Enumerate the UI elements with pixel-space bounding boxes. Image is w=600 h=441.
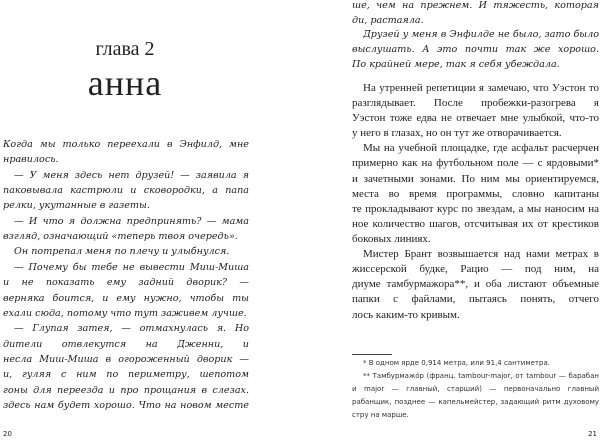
body-text-line: — Почему бы тебе не вывести Миш-Миша xyxy=(14,262,249,273)
body-text-line: гоны для переезда и про прощания в слезах. xyxy=(3,385,249,396)
footnote-line: рабанщик, позднее — капельмейстер, задающий ритм духовому xyxy=(352,398,599,406)
body-text-line: взгляд, означающий «теперь твоя очередь». xyxy=(3,231,238,242)
body-text-line: — У меня здесь нет друзей! — заявила я xyxy=(14,170,249,181)
chapter-title: анна xyxy=(87,63,163,103)
body-text-line: диуме тамбурмажора**, и оба листают объемные xyxy=(352,278,599,290)
body-text-line: Мы на учебной площадке, где асфальт расчерчен xyxy=(363,142,599,154)
body-text-line: Он потрепал меня по плечу и улыбнулся. xyxy=(14,246,230,257)
footnote-line: и major — главный, старший) — первоначально главный xyxy=(352,385,599,393)
body-text-line: те прокладывают курс по звездам, а мы наносим на xyxy=(352,203,599,215)
page-number-right: 21 xyxy=(588,430,597,438)
body-text-line: Мистер Брант возвышается над нами метрах в xyxy=(363,248,599,260)
body-text-line: На утренней репетиции я замечаю, что Уэстон то xyxy=(363,82,599,94)
body-text-line: здесь нам будет хорошо. Что на новом месте xyxy=(3,400,249,411)
body-text-line: ди, растаяла. xyxy=(352,15,424,26)
body-text-line: папки с файлами, пытаясь понять, отчего xyxy=(352,293,599,305)
body-text-line: ехали сюда, потому что тут заживем лучше. xyxy=(3,308,247,319)
footnote-divider xyxy=(352,354,392,355)
body-text-line: ное количество шагов, отсчитывая их от крестиков xyxy=(352,218,599,230)
body-text-line: и, гуляя с ним по периметру, шепотом xyxy=(3,369,249,380)
body-text-line: боковых линиях. xyxy=(352,233,431,245)
body-text-line: ше, чем на прежнем. И тяжесть, которая xyxy=(352,0,599,11)
footnote-line: * В одном ярде 0,914 метра, или 91,4 сантиметра. xyxy=(363,359,550,367)
body-text-line: верняка боится, и ему нужно, чтобы ты xyxy=(3,293,249,304)
footnote-line: ** Тамбурмажóр (франц. tambour-major, от tambour — барабан xyxy=(363,372,599,380)
body-text-line: разглядывает. После пробежки-разогрева я xyxy=(352,97,599,109)
body-text-line: лось каким-то кривым. xyxy=(352,309,460,321)
footnote-line: стру на марше. xyxy=(352,411,409,419)
body-text-line: — Глупая затея, — отмахнулась я. Но xyxy=(14,323,249,334)
body-text-line: Когда мы только переехали в Энфилд, мне xyxy=(3,139,249,150)
body-text-line: примерно как на футбольном поле — с ярдовыми* xyxy=(352,157,599,169)
body-text-line: жиссерской будке, Рацио — под ним, на xyxy=(352,263,599,275)
page-number-left: 20 xyxy=(3,430,12,438)
body-text-line: выслушать. А это почти так же хорошо. xyxy=(352,44,599,55)
body-text-line: и зачетными зонами. По ним мы ориентируемся, xyxy=(352,173,599,185)
body-text-line: у него в глазах, но он тут же отворачивается. xyxy=(352,127,562,139)
body-text-line: релки, укутанные в газеты. xyxy=(3,200,150,211)
body-text-line: Уэстон тоже едва не отвечает мне улыбкой, что-то xyxy=(352,112,599,124)
body-text-line: дители отвлекутся на Дженни, и xyxy=(3,339,249,350)
body-text-line: несла Миш-Миша в огороженный дворик — xyxy=(3,354,249,365)
body-text-line: По крайней мере, так я себя убеждала. xyxy=(352,59,560,70)
body-text-line: места во время программы, словно капитаны xyxy=(352,188,599,200)
chapter-label: глава 2 xyxy=(95,38,155,60)
body-text-line: нравилось. xyxy=(3,154,59,165)
body-text-line: Друзей у меня в Энфилде не было, зато было xyxy=(363,29,599,40)
body-text-line: паковывала кастрюли и сковородки, а папа xyxy=(3,185,249,196)
body-text-line: и не показать ему задний дворик? — xyxy=(3,277,249,288)
body-text-line: — И что я должна предпринять? — мама xyxy=(14,216,249,227)
